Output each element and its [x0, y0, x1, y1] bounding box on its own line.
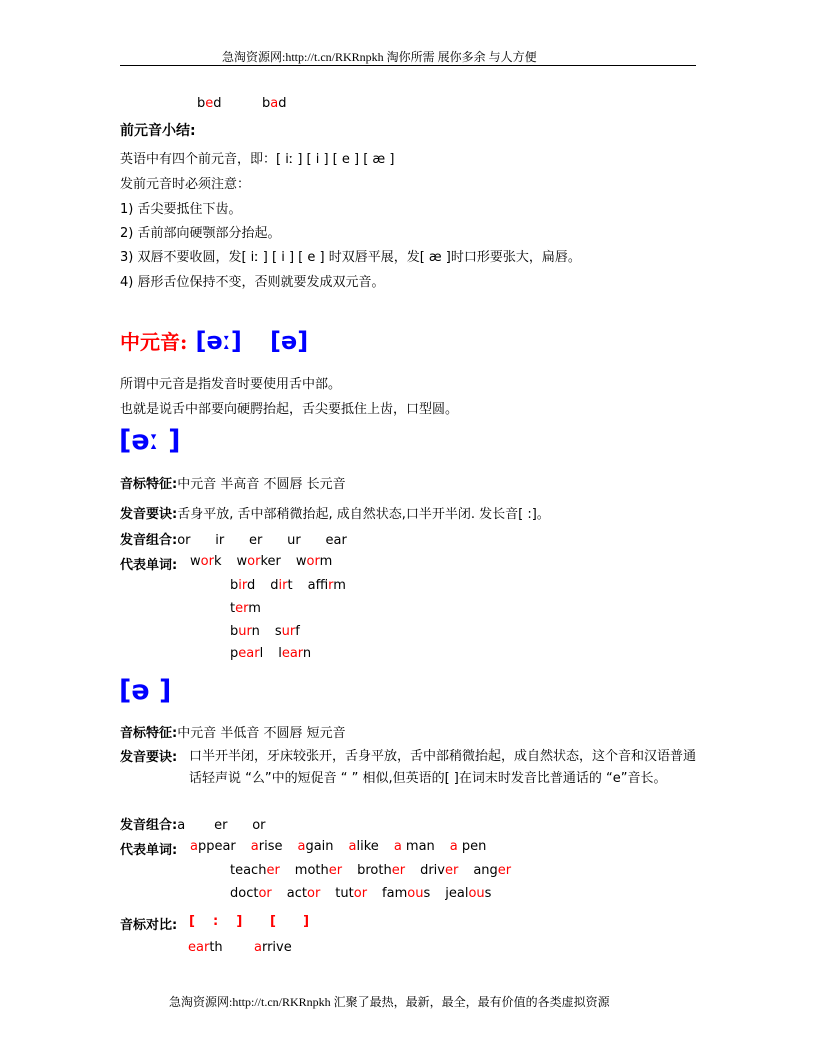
- mid-vowels-desc1: 所谓中元音是指发音时要使用舌中部。: [120, 377, 342, 392]
- word-item: work: [190, 554, 222, 569]
- top-word-2: bad: [262, 96, 287, 111]
- front-summary-item: 2) 舌前部向硬颚部分抬起。: [120, 226, 281, 241]
- word-row: [230, 578, 346, 593]
- word-item: driver: [420, 863, 459, 878]
- front-summary-item: 4) 唇形舌位保持不变，否则就要发成双元音。: [120, 275, 385, 290]
- er-long-feature: [120, 473, 346, 492]
- contrast-ipa-short: [ ]: [270, 914, 310, 929]
- words-label: 代表单词:: [120, 843, 178, 858]
- word-item: a man: [393, 839, 435, 854]
- schwa-combination: [120, 814, 266, 833]
- word-item: affirm: [307, 578, 346, 593]
- contrast-word: arrive: [254, 940, 292, 955]
- er-long-requirement: [120, 503, 550, 522]
- combination-text: or ir er ur ear: [177, 533, 347, 548]
- schwa-heading: [ə ]: [119, 675, 172, 706]
- requirement-text: 舌身平放, 舌中部稍微抬起, 成自然状态,口半开半闭. 发长音[ :]。: [177, 507, 550, 522]
- word-item: arise: [250, 839, 283, 854]
- word-item: burn: [230, 624, 260, 639]
- feature-label: 音标特征:: [120, 477, 178, 492]
- word-item: doctor: [230, 886, 272, 901]
- word-item: mother: [294, 863, 343, 878]
- word-item: alike: [348, 839, 379, 854]
- word-item: dirt: [270, 578, 293, 593]
- word-row: [230, 646, 311, 661]
- word-item: anger: [473, 863, 512, 878]
- front-summary-title: 前元音小结:: [120, 123, 196, 139]
- word-item: actor: [286, 886, 321, 901]
- mid-vowels-desc2: 也就是说舌中部要向硬腭抬起，舌尖要抵住上齿，口型圆。: [120, 402, 459, 417]
- contrast-word: earth: [188, 940, 223, 955]
- mid-vowels-ipa2: [ə]: [269, 327, 309, 355]
- feature-label: 音标特征:: [120, 726, 178, 741]
- word-row: [190, 554, 332, 569]
- word-item: famous: [382, 886, 431, 901]
- word-item: again: [297, 839, 334, 854]
- word-item: jealous: [445, 886, 492, 901]
- word-item: learn: [278, 646, 312, 661]
- word-item: bird: [230, 578, 256, 593]
- word-row: [230, 863, 511, 878]
- requirement-label: 发音要诀:: [120, 507, 178, 522]
- word-item: brother: [357, 863, 406, 878]
- word-item: worm: [295, 554, 333, 569]
- schwa-requirement-text: 口半开半闭，牙床较张开，舌身平放，舌中部稍微抬起，成自然状态，这个音和汉语普通话轻声说 “么”中的短促音 “ ” 相似,但英语的[ ]在词末时发音比普通话的 “e”音长。: [189, 749, 697, 786]
- word-item: pearl: [230, 646, 264, 661]
- mid-vowels-heading: [120, 326, 308, 355]
- words-label: 代表单词:: [120, 558, 178, 573]
- feature-text: 中元音 半高音 不圆唇 长元音: [177, 477, 346, 492]
- header-rule: [120, 65, 696, 66]
- mid-vowels-ipa1: [əː]: [195, 327, 242, 355]
- word-item: appear: [190, 839, 236, 854]
- word-row: [230, 624, 300, 639]
- word-item: worker: [236, 554, 281, 569]
- front-summary-item: 3) 双唇不要收圆，发[ iː ] [ i ] [ e ] 时双唇平展，发[ æ ]时口形要张大，扁唇。: [120, 250, 581, 265]
- front-summary-line1: 英语中有四个前元音，即：[ iː ] [ i ] [ e ] [ æ ]: [120, 152, 395, 167]
- combination-label: 发音组合:: [120, 533, 178, 548]
- word-row: [230, 601, 261, 616]
- word-item: tutor: [335, 886, 368, 901]
- page-header: 急淘资源网:http://t.cn/RKRnpkh 淘你所需 展你多余 与人方便: [222, 50, 537, 64]
- word-item: teacher: [230, 863, 280, 878]
- top-word-1: bed: [197, 96, 222, 111]
- mid-vowels-title: 中元音:: [120, 330, 188, 354]
- er-long-heading: [əː ]: [119, 425, 181, 456]
- feature-text: 中元音 半低音 不圆唇 短元音: [177, 726, 346, 741]
- page-footer: 急淘资源网:http://t.cn/RKRnpkh 汇聚了最热，最新，最全，最有价值的各类虚拟资源: [169, 995, 610, 1009]
- front-summary-line2: 发前元音时必须注意：: [120, 177, 251, 192]
- word-row: [230, 886, 491, 901]
- contrast-ipa-long: [ : ]: [189, 914, 243, 929]
- schwa-requirement-label: 发音要诀:: [120, 750, 178, 765]
- contrast-label: 音标对比:: [120, 918, 178, 933]
- combination-text: a er or: [177, 818, 266, 833]
- word-item: term: [230, 601, 261, 616]
- word-row: [190, 839, 486, 854]
- front-summary-item: 1) 舌尖要抵住下齿。: [120, 202, 242, 217]
- schwa-feature: [120, 722, 346, 741]
- word-item: a pen: [449, 839, 487, 854]
- word-item: surf: [274, 624, 300, 639]
- er-long-combination: [120, 529, 347, 548]
- combination-label: 发音组合:: [120, 818, 178, 833]
